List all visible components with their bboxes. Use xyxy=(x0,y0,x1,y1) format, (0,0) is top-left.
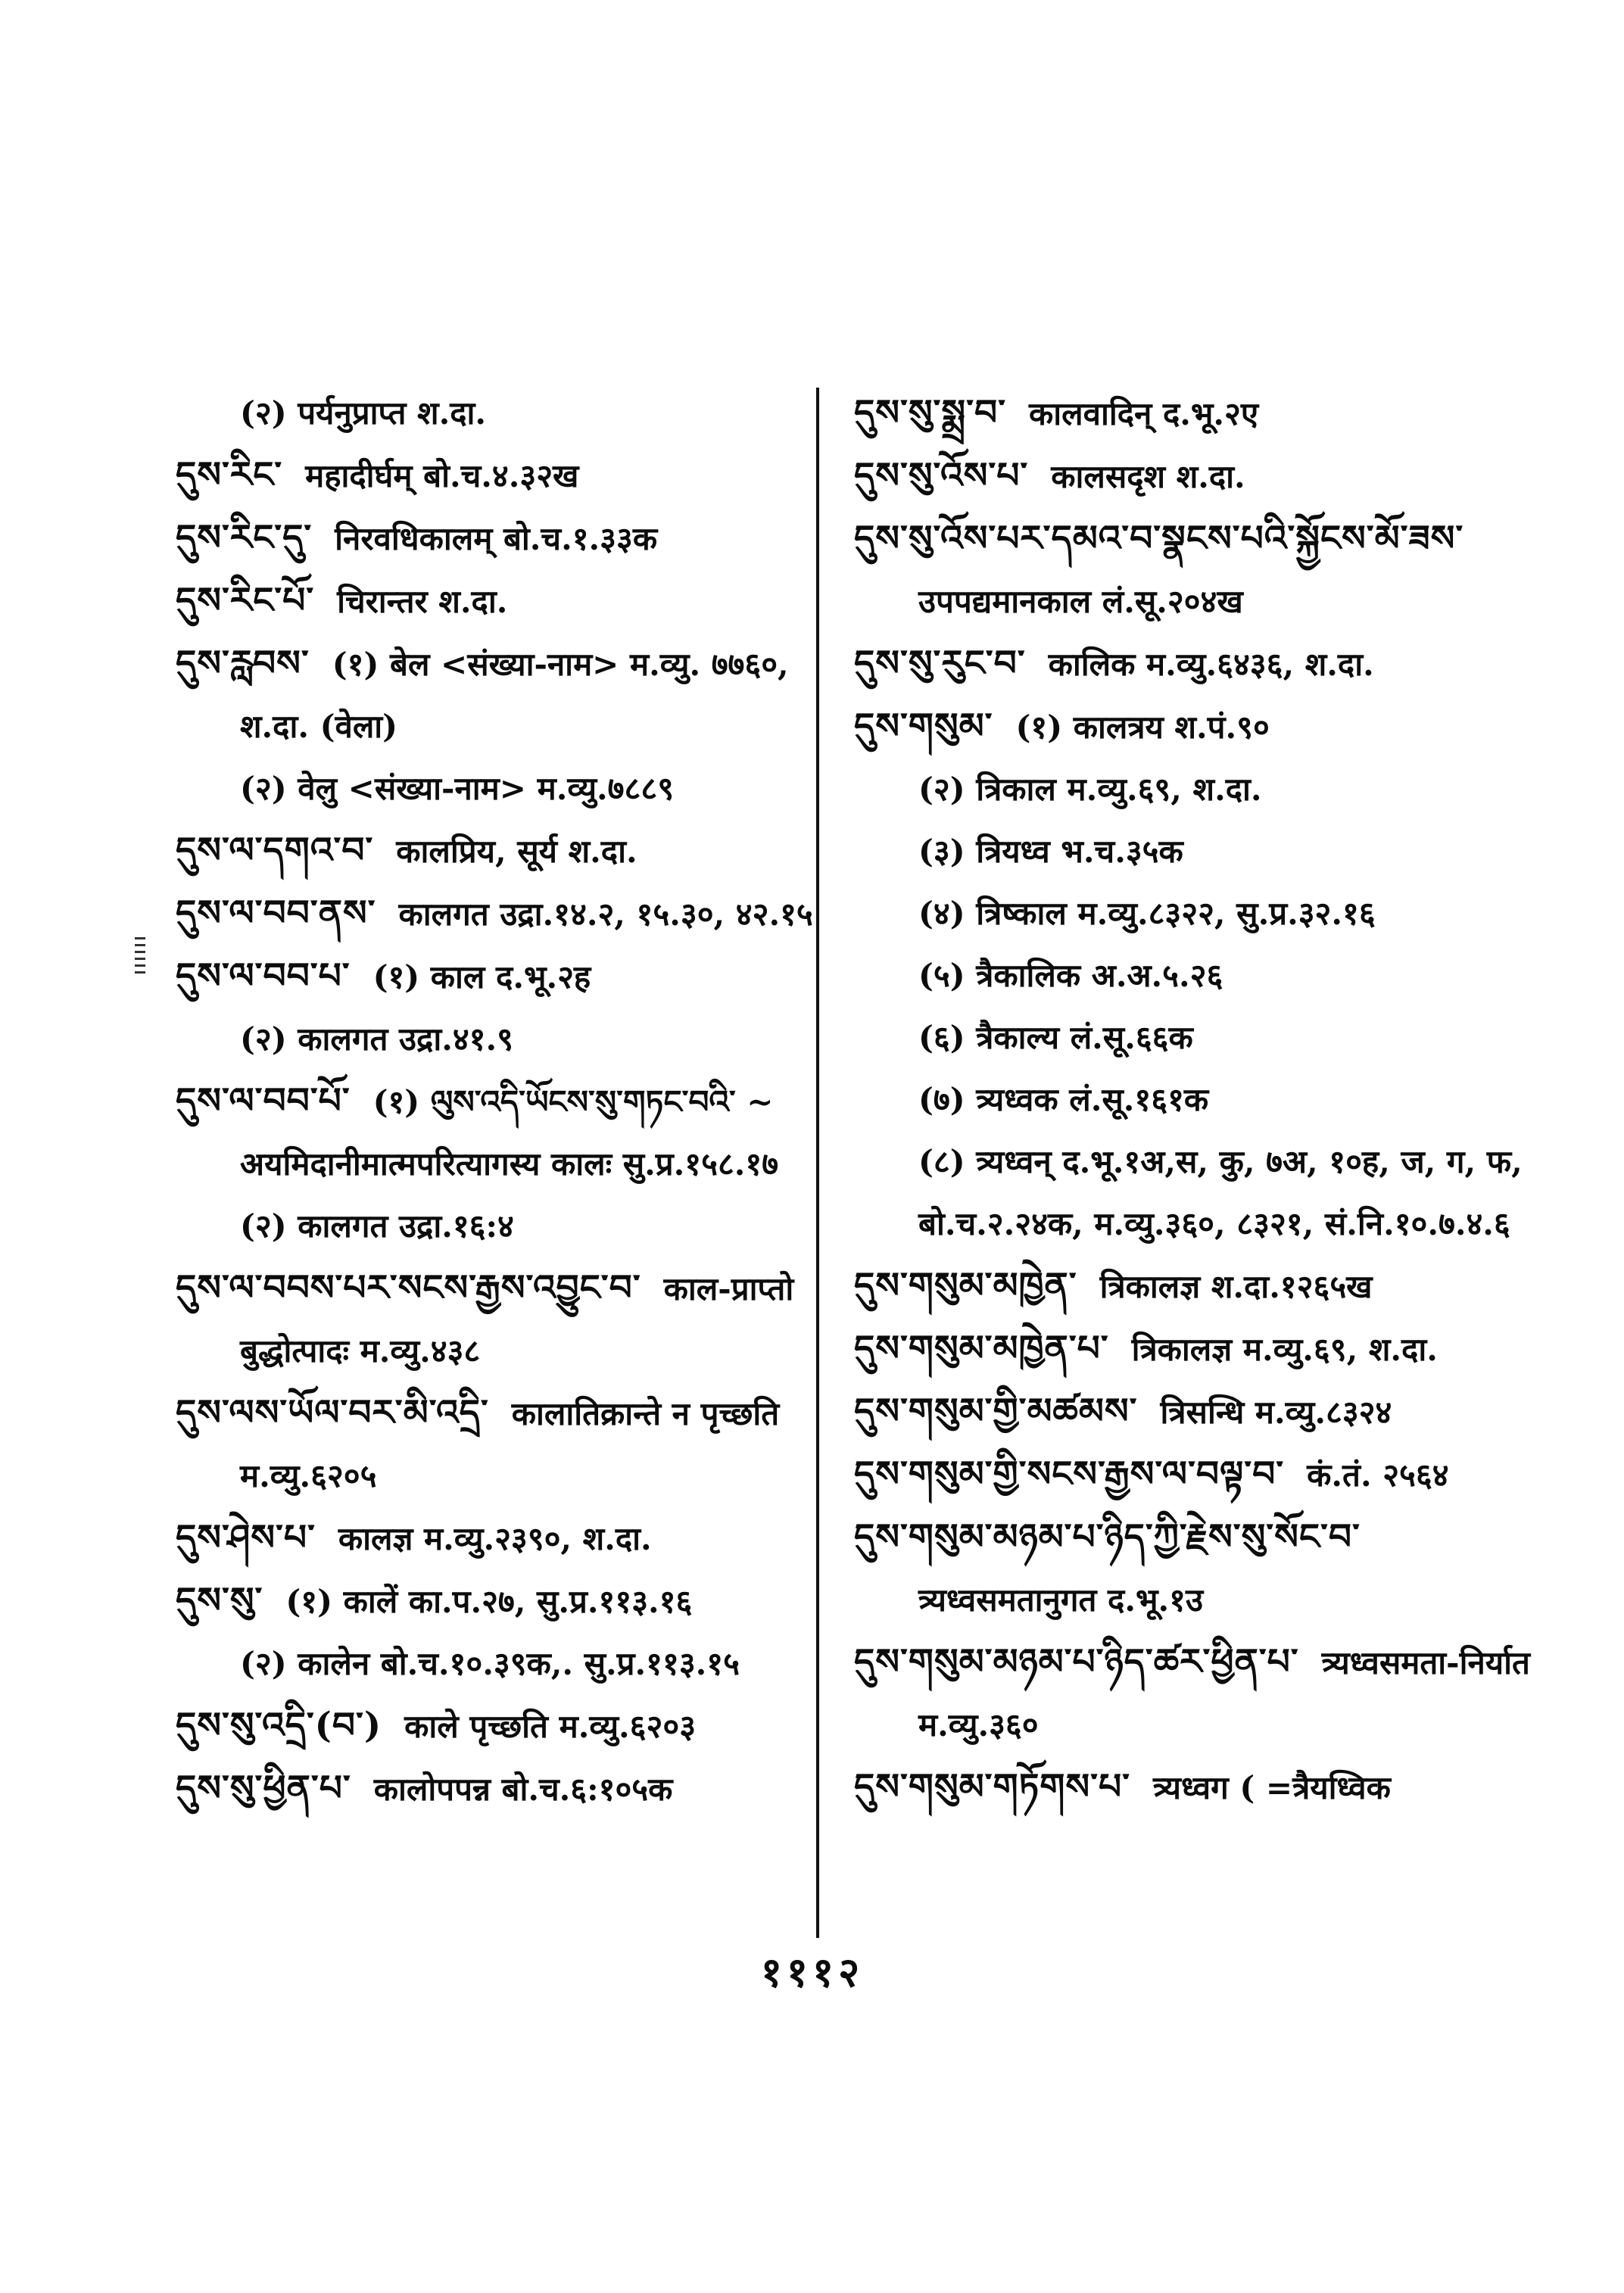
dictionary-entry xyxy=(854,1631,1551,1756)
sanskrit-gloss: (८) त्र्यध्वन् द.भू.१अ,स, कु, ७अ, १०ह, ज, ग, फ, बो.च.२.२४क, म.व्यु.३६०, ८३२१, सं.नि.१०.७.४.६ xyxy=(918,1143,1523,1242)
sanskrit-gloss: त्रिसन्धि म.व्यु.८३२४ xyxy=(1160,1394,1392,1431)
dictionary-entry xyxy=(854,1381,1551,1444)
column-divider-rule xyxy=(816,388,819,1938)
dictionary-sense-line xyxy=(854,759,1551,821)
dictionary-entry xyxy=(854,1255,1551,1318)
sanskrit-gloss: कालातिक्रान्ते न पृच्छति म.व्यु.६२०५ xyxy=(240,1395,780,1494)
dictionary-sense-line xyxy=(176,1633,815,1695)
dictionary-sense-line xyxy=(854,1069,1551,1131)
dictionary-entry xyxy=(176,883,815,946)
dictionary-entry xyxy=(854,508,1551,633)
dictionary-entry xyxy=(176,444,815,507)
sanskrit-gloss: (३) त्रियध्व भ.च.३५क xyxy=(918,833,1183,870)
tibetan-headword: དུས་རིང་དུ་ xyxy=(176,517,313,559)
tibetan-headword: དུས་སུ་འོས་པར་དམའ་བ་སྣངས་པའི་སྐྱོངས་མོ་ཟས་ xyxy=(854,518,1464,559)
sanskrit-gloss: (२) कालगत उद्रा.४१.९ xyxy=(240,1020,513,1058)
sanskrit-gloss: (१) कालत्रय श.पं.९० xyxy=(1015,709,1270,746)
dictionary-entry xyxy=(854,382,1551,445)
sanskrit-gloss: (२) वेलु <संख्या-नाम> म.व्यु.७८८९ xyxy=(240,770,675,807)
tibetan-headword: དུས་སུ་འོས་པ་ xyxy=(854,455,1029,497)
tibetan-headword: དུས་གསུམ་གཏོགས་པ་ xyxy=(854,1766,1130,1808)
tibetan-headword: དུས་ལ་དགའ་བ་ xyxy=(176,830,374,871)
dictionary-sense-line xyxy=(854,1007,1551,1069)
tibetan-headword: དུས་གསུམ་མཁྱེན་པ་ xyxy=(854,1328,1109,1369)
tibetan-headword: དུས་ལ་བབ་པོ་ xyxy=(176,1080,351,1122)
dictionary-entry xyxy=(176,1570,815,1633)
dictionary-entry xyxy=(176,1257,815,1382)
dictionary-entry xyxy=(176,1382,815,1507)
sanskrit-gloss: (७) त्र्यध्वक लं.सू.१६१क xyxy=(918,1081,1209,1118)
tibetan-headword: དུས་གསུམ་ xyxy=(854,706,993,747)
sanskrit-gloss: (५) त्रैकालिक अ.अ.५.२६ xyxy=(918,957,1223,994)
dictionary-entry xyxy=(176,633,815,758)
sanskrit-gloss: कालोपपन्न बो.च.६:१०५क xyxy=(373,1771,673,1808)
dictionary-sense-line xyxy=(854,945,1551,1007)
sanskrit-gloss: (२) त्रिकाल म.व्यु.६९, श.दा. xyxy=(918,771,1262,808)
dictionary-entry xyxy=(854,1444,1551,1506)
dictionary-entry xyxy=(176,1758,815,1821)
sanskrit-gloss: (१) ལུས་འདི་ཡོངས་སུ་གཏང་བའི་ ~ अयमिदानीमात्मपरित्यागस्य कालः सु.प्र.१५८.१७ xyxy=(240,1083,779,1182)
sanskrit-gloss: महादीर्घम् बो.च.४.३२ख xyxy=(305,457,579,494)
dictionary-entry xyxy=(176,1070,815,1195)
dictionary-sense-line xyxy=(854,1131,1551,1255)
sanskrit-gloss: त्रिकालज्ञ श.दा.१२६५ख xyxy=(1099,1268,1373,1305)
dictionary-sense-line xyxy=(176,758,815,820)
dictionary-entry xyxy=(176,1507,815,1570)
sanskrit-gloss: त्र्यध्वग ( =त्रैयध्विक xyxy=(1152,1769,1391,1806)
sanskrit-gloss: काल-प्राप्तो बुद्धोत्पादः म.व्यु.४३८ xyxy=(240,1270,794,1369)
left-column xyxy=(176,382,815,1821)
tibetan-headword: དུས་སུ་ xyxy=(176,1580,263,1622)
sanskrit-gloss: (१) काल द.भू.२ह xyxy=(372,958,591,995)
dictionary-entry xyxy=(176,820,815,883)
tibetan-headword: དུས་རླབས་ xyxy=(176,643,310,684)
dictionary-entry xyxy=(176,570,815,633)
margin-scan-mark xyxy=(135,937,145,977)
sanskrit-gloss: कालगत उद्रा.१४.२, १५.३०, ४२.१५ xyxy=(398,896,813,933)
sanskrit-gloss: (१) बेल <संख्या-नाम> म.व्यु. ७७६०, श.दा. (वेला) xyxy=(240,646,789,745)
sanskrit-gloss: त्र्यध्वसमता-निर्यात म.व्यु.३६० xyxy=(918,1644,1530,1743)
tibetan-headword: དུས་ཤེས་པ་ xyxy=(176,1517,316,1559)
sanskrit-gloss: (२) पर्यनुप्राप्त श.दा. xyxy=(240,394,486,431)
sanskrit-gloss: कालिक म.व्यु.६४३६, श.दा. xyxy=(1048,646,1374,683)
dictionary-entry xyxy=(176,507,815,570)
tibetan-headword: དུས་ལ་བབ་ནས་ xyxy=(176,893,376,934)
sanskrit-gloss: कालवादिन् द.भू.२ए xyxy=(1029,395,1259,432)
tibetan-headword: དུས་རིང་ xyxy=(176,454,283,496)
sanskrit-gloss: (२) कालेन बो.च.१०.३९क,. सु.प्र.११३.१५ xyxy=(240,1645,740,1682)
tibetan-headword: དུས་ལ་བབས་པར་སངས་རྒྱས་འབྱུང་བ་ xyxy=(176,1267,641,1309)
dictionary-entry xyxy=(854,445,1551,508)
dictionary-sense-line xyxy=(854,883,1551,945)
sanskrit-gloss: कं.तं. २५६४ xyxy=(1307,1456,1449,1494)
tibetan-headword: དུས་སུ་འདྲི་(བ་) xyxy=(176,1705,382,1746)
dictionary-entry xyxy=(854,1506,1551,1631)
sanskrit-gloss: त्र्यध्वसमतानुगत द.भू.१उ xyxy=(918,1581,1203,1618)
sanskrit-gloss: (४) त्रिष्काल म.व्यु.८३२२, सु.प्र.३२.१६ xyxy=(918,895,1376,932)
dictionary-sense-line xyxy=(176,382,815,444)
tibetan-headword: དུས་རིང་པོ་ xyxy=(176,580,315,622)
tibetan-headword: དུས་ལས་ཡོལ་བར་མི་འདྲི་ xyxy=(176,1392,489,1434)
sanskrit-gloss: (१) कालें का.प.२७, सु.प्र.११३.१६ xyxy=(285,1583,693,1620)
sanskrit-gloss: (२) कालगत उद्रा.१६:४ xyxy=(240,1207,514,1245)
sanskrit-gloss: काले पृच्छति म.व्यु.६२०३ xyxy=(404,1708,697,1745)
page-number: १११२ xyxy=(760,1948,865,1996)
dictionary-entry xyxy=(854,1318,1551,1381)
dictionary-entry xyxy=(854,696,1551,759)
dictionary-entry xyxy=(854,1756,1551,1819)
tibetan-headword: དུས་སུ་སྨྲ་བ་ xyxy=(854,392,1006,434)
sanskrit-gloss: उपपद्यमानकाल लं.सू.२०४ख xyxy=(918,583,1243,620)
sanskrit-gloss: चिरान्तर श.दा. xyxy=(337,583,508,620)
tibetan-headword: དུས་ལ་བབ་པ་ xyxy=(176,955,351,997)
tibetan-headword: དུས་གསུམ་མཉམ་པ་ཉིད་ཀྱི་རྗེས་སུ་སོང་བ་ xyxy=(854,1516,1361,1558)
dictionary-entry xyxy=(176,946,815,1008)
sanskrit-gloss: कालज्ञ म.व्यु.२३९०, श.दा. xyxy=(338,1520,652,1557)
sanskrit-gloss: कालसदृश श.दा. xyxy=(1051,458,1245,495)
tibetan-headword: དུས་གསུམ་མཉམ་པ་ཉིད་ཚར་ཕྱིན་པ་ xyxy=(854,1641,1299,1683)
dictionary-entry xyxy=(176,1695,815,1758)
sanskrit-gloss: कालप्रिय, सूर्य श.दा. xyxy=(396,833,637,870)
tibetan-headword: དུས་གསུམ་གྱི་སངས་རྒྱས་ལ་བལྟ་བ་ xyxy=(854,1453,1285,1495)
sanskrit-gloss: त्रिकालज्ञ म.व्यु.६९, श.दा. xyxy=(1131,1331,1438,1368)
tibetan-headword: དུས་གསུམ་མཁྱེན་ xyxy=(854,1265,1077,1307)
dictionary-sense-line xyxy=(854,821,1551,883)
tibetan-headword: དུས་སུ་ཕྱིན་པ་ xyxy=(176,1768,351,1809)
dictionary-sense-line xyxy=(176,1195,815,1257)
dictionary-entry xyxy=(854,633,1551,696)
dictionary-sense-line xyxy=(176,1008,815,1070)
right-column xyxy=(854,382,1551,1819)
tibetan-headword: དུས་སུ་རུང་བ་ xyxy=(854,643,1026,684)
sanskrit-gloss: (६) त्रैकाल्य लं.सू.६६क xyxy=(918,1019,1193,1056)
tibetan-headword: དུས་གསུམ་གྱི་མཚམས་ xyxy=(854,1391,1138,1432)
sanskrit-gloss: निरवधिकालम् बो.च.१.३३क xyxy=(335,520,658,557)
